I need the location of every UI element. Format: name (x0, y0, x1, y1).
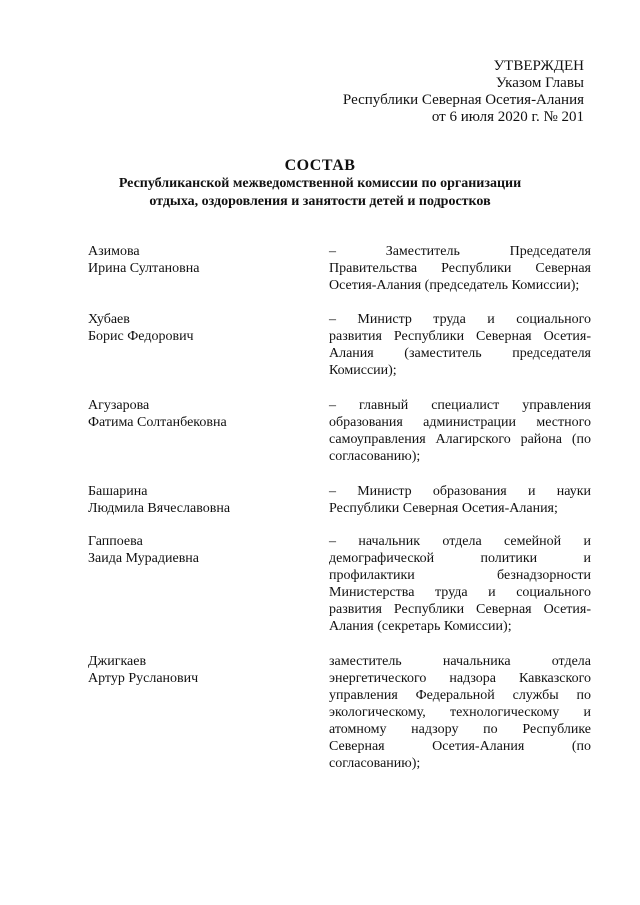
member-role-line: Комиссии); (329, 363, 397, 378)
member-role-line: согласованию); (329, 449, 421, 464)
member-given-name: Борис Федорович (88, 329, 194, 344)
approval-line-approved: УТВЕРЖДЕН (493, 58, 584, 74)
approval-line-republic: Республики Северная Осетия-Алания (342, 92, 584, 108)
member-role-line: демографической политики и (329, 551, 591, 566)
member-name (88, 533, 308, 567)
member-role-line: Республики Северная Осетия-Алания; (329, 501, 558, 516)
document-title (0, 157, 640, 211)
member-role-line: образования администрации местного (329, 415, 591, 430)
member-role-line: энергетического надзора Кавказского (329, 671, 591, 686)
member-role-line: согласованию); (329, 756, 421, 771)
member-given-name: Фатима Солтанбековна (88, 415, 227, 430)
member-role-line: Алания (секретарь Комиссии); (329, 619, 512, 634)
member-role (329, 533, 591, 635)
member-role (329, 483, 591, 517)
member-surname: Джигкаев (88, 654, 147, 669)
member-role (329, 311, 591, 379)
member-role-line: – начальник отдела семейной и (329, 534, 591, 549)
member-role-line: – Заместитель Председателя (329, 244, 591, 259)
member-name (88, 397, 308, 431)
title-heading: СОСТАВ (284, 157, 356, 174)
member-given-name: Людмила Вячеславовна (88, 501, 231, 516)
member-role-line: Алания (заместитель председателя (329, 346, 591, 361)
approval-stamp (343, 58, 584, 126)
member-name (88, 653, 308, 687)
member-role-line: Осетия-Алания (председатель Комиссии); (329, 278, 580, 293)
member-role-line: самоуправления Алагирского района (по (329, 432, 591, 447)
member-given-name: Ирина Султановна (88, 261, 200, 276)
member-surname: Агузарова (88, 398, 150, 413)
member-role-line: – Министр труда и социального (329, 312, 591, 327)
member-role-line: развития Республики Северная Осетия- (329, 329, 591, 344)
approval-line-date: от 6 июля 2020 г. № 201 (431, 109, 584, 125)
member-given-name: Артур Русланович (88, 671, 199, 686)
member-role-line: профилактики безнадзорности (329, 568, 591, 583)
member-surname: Азимова (88, 244, 140, 259)
member-role (329, 653, 591, 772)
member-given-name: Заида Мурадиевна (88, 551, 200, 566)
member-role-line: экологическому, технологическому и (329, 705, 591, 720)
member-role-line: атомному надзору по Республике (329, 722, 591, 737)
member-role-line: Правительства Республики Северная (329, 261, 591, 276)
member-role-line: заместитель начальника отдела (329, 654, 591, 669)
approval-line-decree: Указом Главы (495, 75, 584, 91)
member-surname: Хубаев (88, 312, 130, 327)
member-role-line: Северная Осетия-Алания (по (329, 739, 591, 754)
member-surname: Башарина (88, 484, 148, 499)
title-line-1: Республиканской межведомственной комиссии по организации (118, 176, 522, 191)
member-role-line: управления Федеральной службы по (329, 688, 591, 703)
member-role (329, 397, 591, 465)
member-role-line: Министерства труда и социального (329, 585, 591, 600)
member-surname: Гаппоева (88, 534, 143, 549)
title-line-2: отдыха, оздоровления и занятости детей и подростков (149, 194, 491, 209)
member-name (88, 311, 308, 345)
member-name (88, 483, 308, 517)
member-role-line: – главный специалист управления (329, 398, 591, 413)
member-role (329, 243, 591, 294)
member-role-line: – Министр образования и науки (329, 484, 591, 499)
member-role-line: развития Республики Северная Осетия- (329, 602, 591, 617)
member-name (88, 243, 308, 277)
